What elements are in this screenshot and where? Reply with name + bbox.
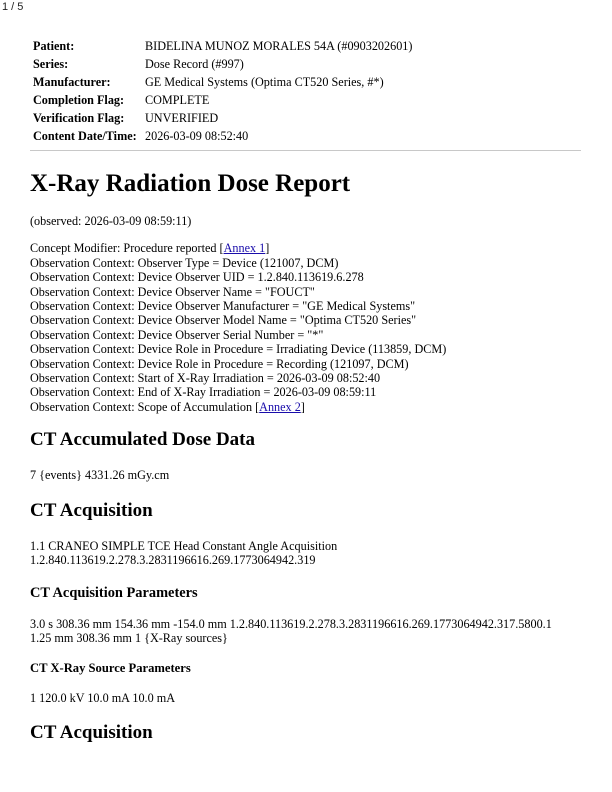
acquisition-description: 1.1 CRANEO SIMPLE TCE Head Constant Angle Acquisition [30, 538, 338, 553]
header-value: 2026-03-09 08:52:40 [145, 129, 249, 143]
report-body [30, 168, 590, 745]
header-label: Manufacturer: [33, 75, 111, 89]
concept-modifier-text: Concept Modifier: Procedure reported [ [30, 241, 224, 256]
header-row-verification-flag [31, 109, 412, 127]
header-row-patient [31, 37, 412, 55]
header-row-series [31, 55, 412, 73]
concept-modifier-line [30, 241, 590, 255]
header-value: BIDELINA MUNOZ MORALES 54A (#0903202601) [145, 39, 413, 53]
scope-close: ] [300, 399, 305, 414]
observation-line: Observation Context: Device Observer Serial Number = "*" [30, 327, 324, 342]
acquisition-parameters-line-2: 1.25 mm 308.36 mm 1 {X-Ray sources} [30, 630, 228, 645]
annex-2-link[interactable]: Annex 2 [259, 399, 301, 414]
report-title: X-Ray Radiation Dose Report [30, 170, 351, 197]
header-value: UNVERIFIED [145, 111, 219, 125]
observation-line: Observation Context: End of X-Ray Irradiation = 2026-03-09 08:59:11 [30, 385, 377, 400]
observation-line: Observation Context: Device Observer Model Name = "Optima CT520 Series" [30, 313, 417, 328]
ct-acquisition-heading: CT Acquisition [30, 499, 153, 521]
header-label: Verification Flag: [33, 111, 125, 125]
concept-modifier-close: ] [265, 241, 270, 256]
observation-line: Observation Context: Start of X-Ray Irradiation = 2026-03-09 08:52:40 [30, 371, 381, 386]
acquisition-parameters-heading: CT Acquisition Parameters [30, 584, 198, 601]
observation-line: Observation Context: Device Observer UID = 1.2.840.113619.6.278 [30, 270, 364, 285]
xray-source-parameters-heading: CT X-Ray Source Parameters [30, 661, 191, 676]
observation-line: Observation Context: Device Observer Manufacturer = "GE Medical Systems" [30, 299, 416, 314]
header-value: COMPLETE [145, 93, 210, 107]
header-label: Content Date/Time: [33, 129, 137, 143]
header-row-content-datetime [31, 127, 412, 145]
observed-datetime: (observed: 2026-03-09 08:59:11) [30, 214, 192, 228]
header-label: Series: [33, 57, 69, 71]
observation-line: Observation Context: Device Role in Procedure = Irradiating Device (113859, DCM) [30, 342, 447, 357]
scope-text: Observation Context: Scope of Accumulation [ [30, 399, 260, 414]
ct-acquisition-heading-2: CT Acquisition [30, 721, 153, 743]
observation-line: Observation Context: Observer Type = Device (121007, DCM) [30, 255, 339, 270]
page-indicator: 1 / 5 [2, 1, 24, 13]
observation-context-block [30, 241, 590, 414]
header-value: GE Medical Systems (Optima CT520 Series, #*) [145, 75, 384, 89]
accumulated-dose-text: 7 {events} 4331.26 mGy.cm [30, 468, 170, 483]
header-row-completion-flag [31, 91, 412, 109]
header-row-manufacturer [31, 73, 412, 91]
accumulated-dose-heading: CT Accumulated Dose Data [30, 429, 256, 451]
xray-source-parameters-text: 1 120.0 kV 10.0 mA 10.0 mA [30, 691, 176, 706]
acquisition-parameters-line-1: 3.0 s 308.36 mm 154.36 mm -154.0 mm 1.2.840.113619.2.278.3.2831196616.269.1773064942.317.5800.1 [30, 616, 552, 631]
header-value: Dose Record (#997) [145, 57, 244, 71]
header-label: Completion Flag: [33, 93, 125, 107]
header-divider [30, 150, 581, 151]
observation-line: Observation Context: Device Observer Name = "FOUCT" [30, 284, 315, 299]
observation-line: Observation Context: Device Role in Procedure = Recording (121097, DCM) [30, 356, 409, 371]
header-label: Patient: [33, 39, 75, 53]
acquisition-uid: 1.2.840.113619.2.278.3.2831196616.269.1773064942.319 [30, 553, 316, 568]
annex-1-link[interactable]: Annex 1 [223, 241, 266, 256]
patient-header-table [31, 37, 412, 145]
scope-of-accumulation-line [30, 400, 590, 414]
